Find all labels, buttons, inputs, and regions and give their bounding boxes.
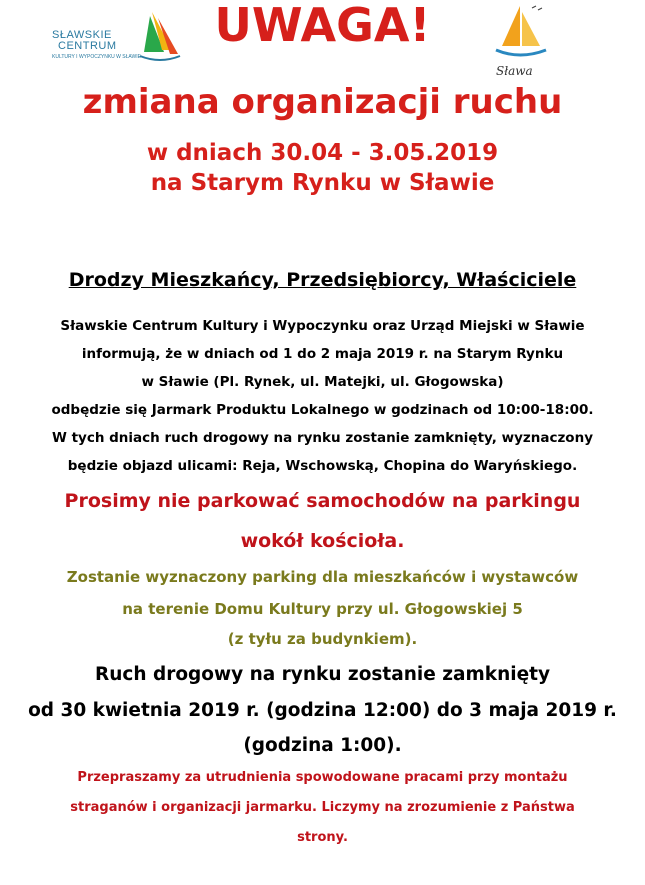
info-line: informują, że w dniach od 1 do 2 maja 2019 r. na Starym Rynku xyxy=(81,346,564,362)
info-line: odbędzie się Jarmark Produktu Lokalnego w godzinach od 10:00-18:00. xyxy=(51,402,594,418)
closure-line: od 30 kwietnia 2019 r. (godzina 12:00) do 3 maja 2019 r. xyxy=(28,700,617,721)
info-line: Sławskie Centrum Kultury i Wypoczynku oraz Urząd Miejski w Sławie xyxy=(60,318,585,334)
logo-line-2-text: CENTRUM xyxy=(58,40,117,52)
apology-line: Przepraszamy za utrudnienia spowodowane pracami przy montażu xyxy=(77,770,568,785)
info-line: W tych dniach ruch drogowy na rynku zostanie zamknięty, wyznaczony xyxy=(51,430,593,446)
info-line: będzie objazd ulicami: Reja, Wschowską, Chopina do Waryńskiego. xyxy=(67,458,578,474)
parking-request-line: wokół kościoła. xyxy=(240,530,405,552)
parking-info-line: Zostanie wyznaczony parking dla mieszkańców i wystawców xyxy=(66,568,579,586)
title-subtitle: zmiana organizacji ruchu xyxy=(82,82,563,122)
logo-line-3: KULTURY I WYPOCZYNKU W SŁAWIE xyxy=(52,54,141,60)
logo-line-1-text: SŁAWSKIE xyxy=(52,29,112,41)
title-place: na Starym Rynku w Sławie xyxy=(150,170,495,196)
closure-line: (godzina 1:00). xyxy=(243,735,402,756)
apology-line: straganów i organizacji jarmarku. Liczymy na zrozumienie z Państwa xyxy=(70,800,575,815)
info-line: w Sławie (Pl. Rynek, ul. Matejki, ul. Głogowska) xyxy=(141,374,504,390)
closure-line: Ruch drogowy na rynku zostanie zamknięty xyxy=(94,664,551,685)
apology-line: strony. xyxy=(297,830,348,845)
parking-info-line: (z tyłu za budynkiem). xyxy=(227,630,418,648)
title-uwaga: UWAGA! xyxy=(214,0,431,52)
title-dates: w dniach 30.04 - 3.05.2019 xyxy=(146,140,499,166)
greeting: Drodzy Mieszkańcy, Przedsiębiorcy, Właściciele xyxy=(68,269,577,291)
logo-slawa-text: Sława xyxy=(496,64,533,78)
parking-info-line: na terenie Domu Kultury przy ul. Głogowskiej 5 xyxy=(122,600,523,618)
parking-request-line: Prosimy nie parkować samochodów na parkingu xyxy=(64,490,581,512)
